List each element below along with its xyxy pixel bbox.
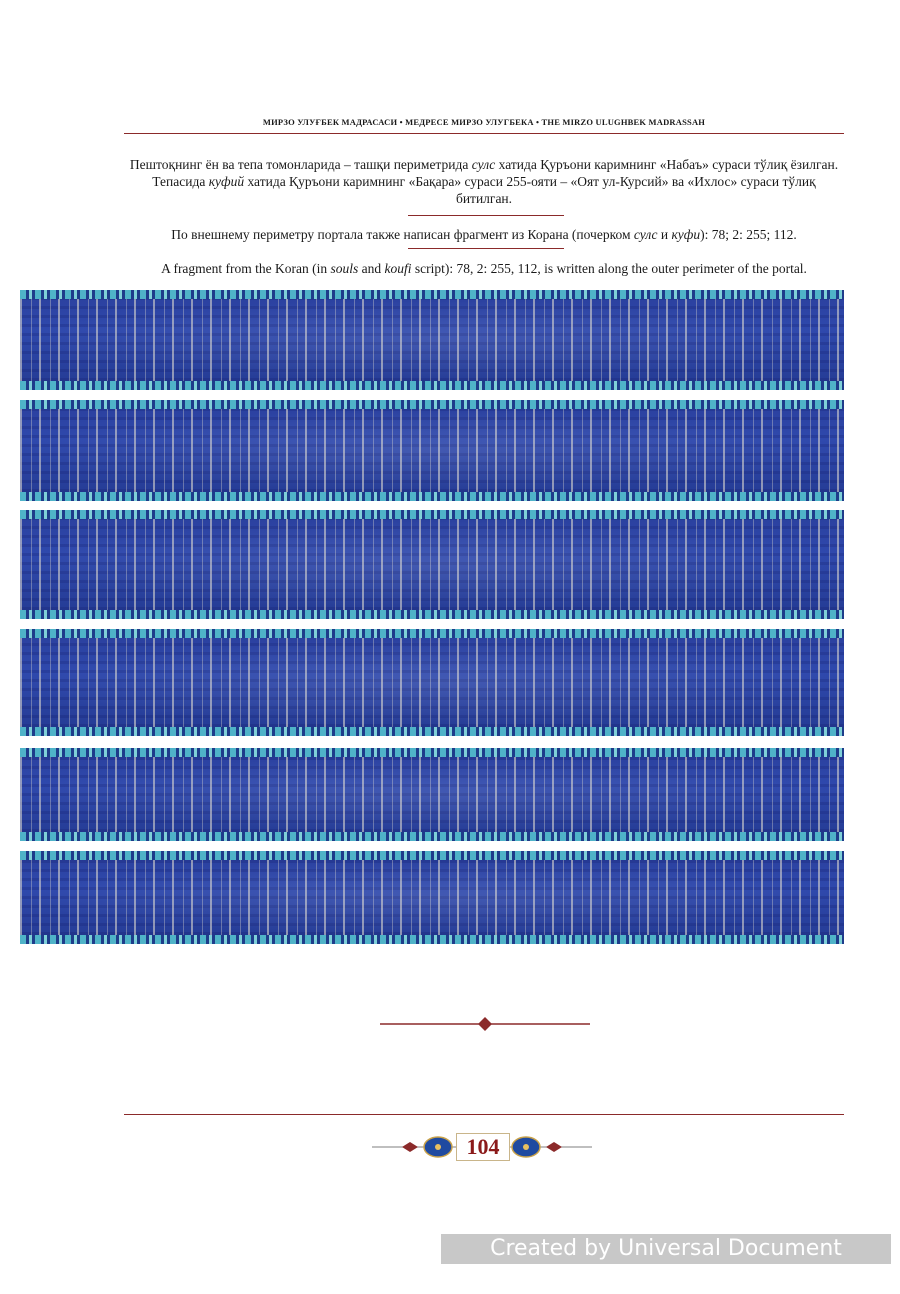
tile-frieze-photo [20,290,844,390]
paragraph-russian: По внешнему периметру портала также написан фрагмент из Корана (почерком сулс и куфи): 78; 2: 255; 112. [171,227,797,242]
section-divider [408,248,564,249]
tile-frieze-photo [20,629,844,736]
paragraph-english: A fragment from the Koran (in souls and koufi script): 78, 2: 255, 112, is written along the outer perimeter of the portal. [161,261,807,276]
tile-frieze-photo [20,400,844,501]
tile-frieze-photo [20,851,844,944]
footer-rule [124,1114,844,1115]
tile-frieze-photo [20,748,844,841]
diamond-ornament-divider [380,1017,590,1031]
page-number-ornament [372,1132,592,1162]
paragraph-uzbek: Пештоқнинг ён ва тепа томонларида – ташқи периметрида сулс хатида Қуръони каримнинг «Набаъ» сураси тўлиқ ёзилган. Тепасида куфий хатида Қуръони каримнинг «Бақара» сураси 255-ояти – «Оят ул-Курсий» ва «Ихлос» сураси тўлиқ битилган. [129,157,839,206]
page-number: 104 [456,1133,510,1161]
running-head: МИРЗО УЛУҒБЕК МАДРАСАСИ • МЕДРЕСЕ МИРЗО УЛУГБЕКА • THE MIRZO ULUGHBEK MADRASSAH [262,117,706,127]
tile-frieze-photo [20,510,844,619]
watermark-banner: Created by Universal Document Converter [441,1234,891,1264]
header-rule [124,133,844,134]
section-divider [408,215,564,216]
